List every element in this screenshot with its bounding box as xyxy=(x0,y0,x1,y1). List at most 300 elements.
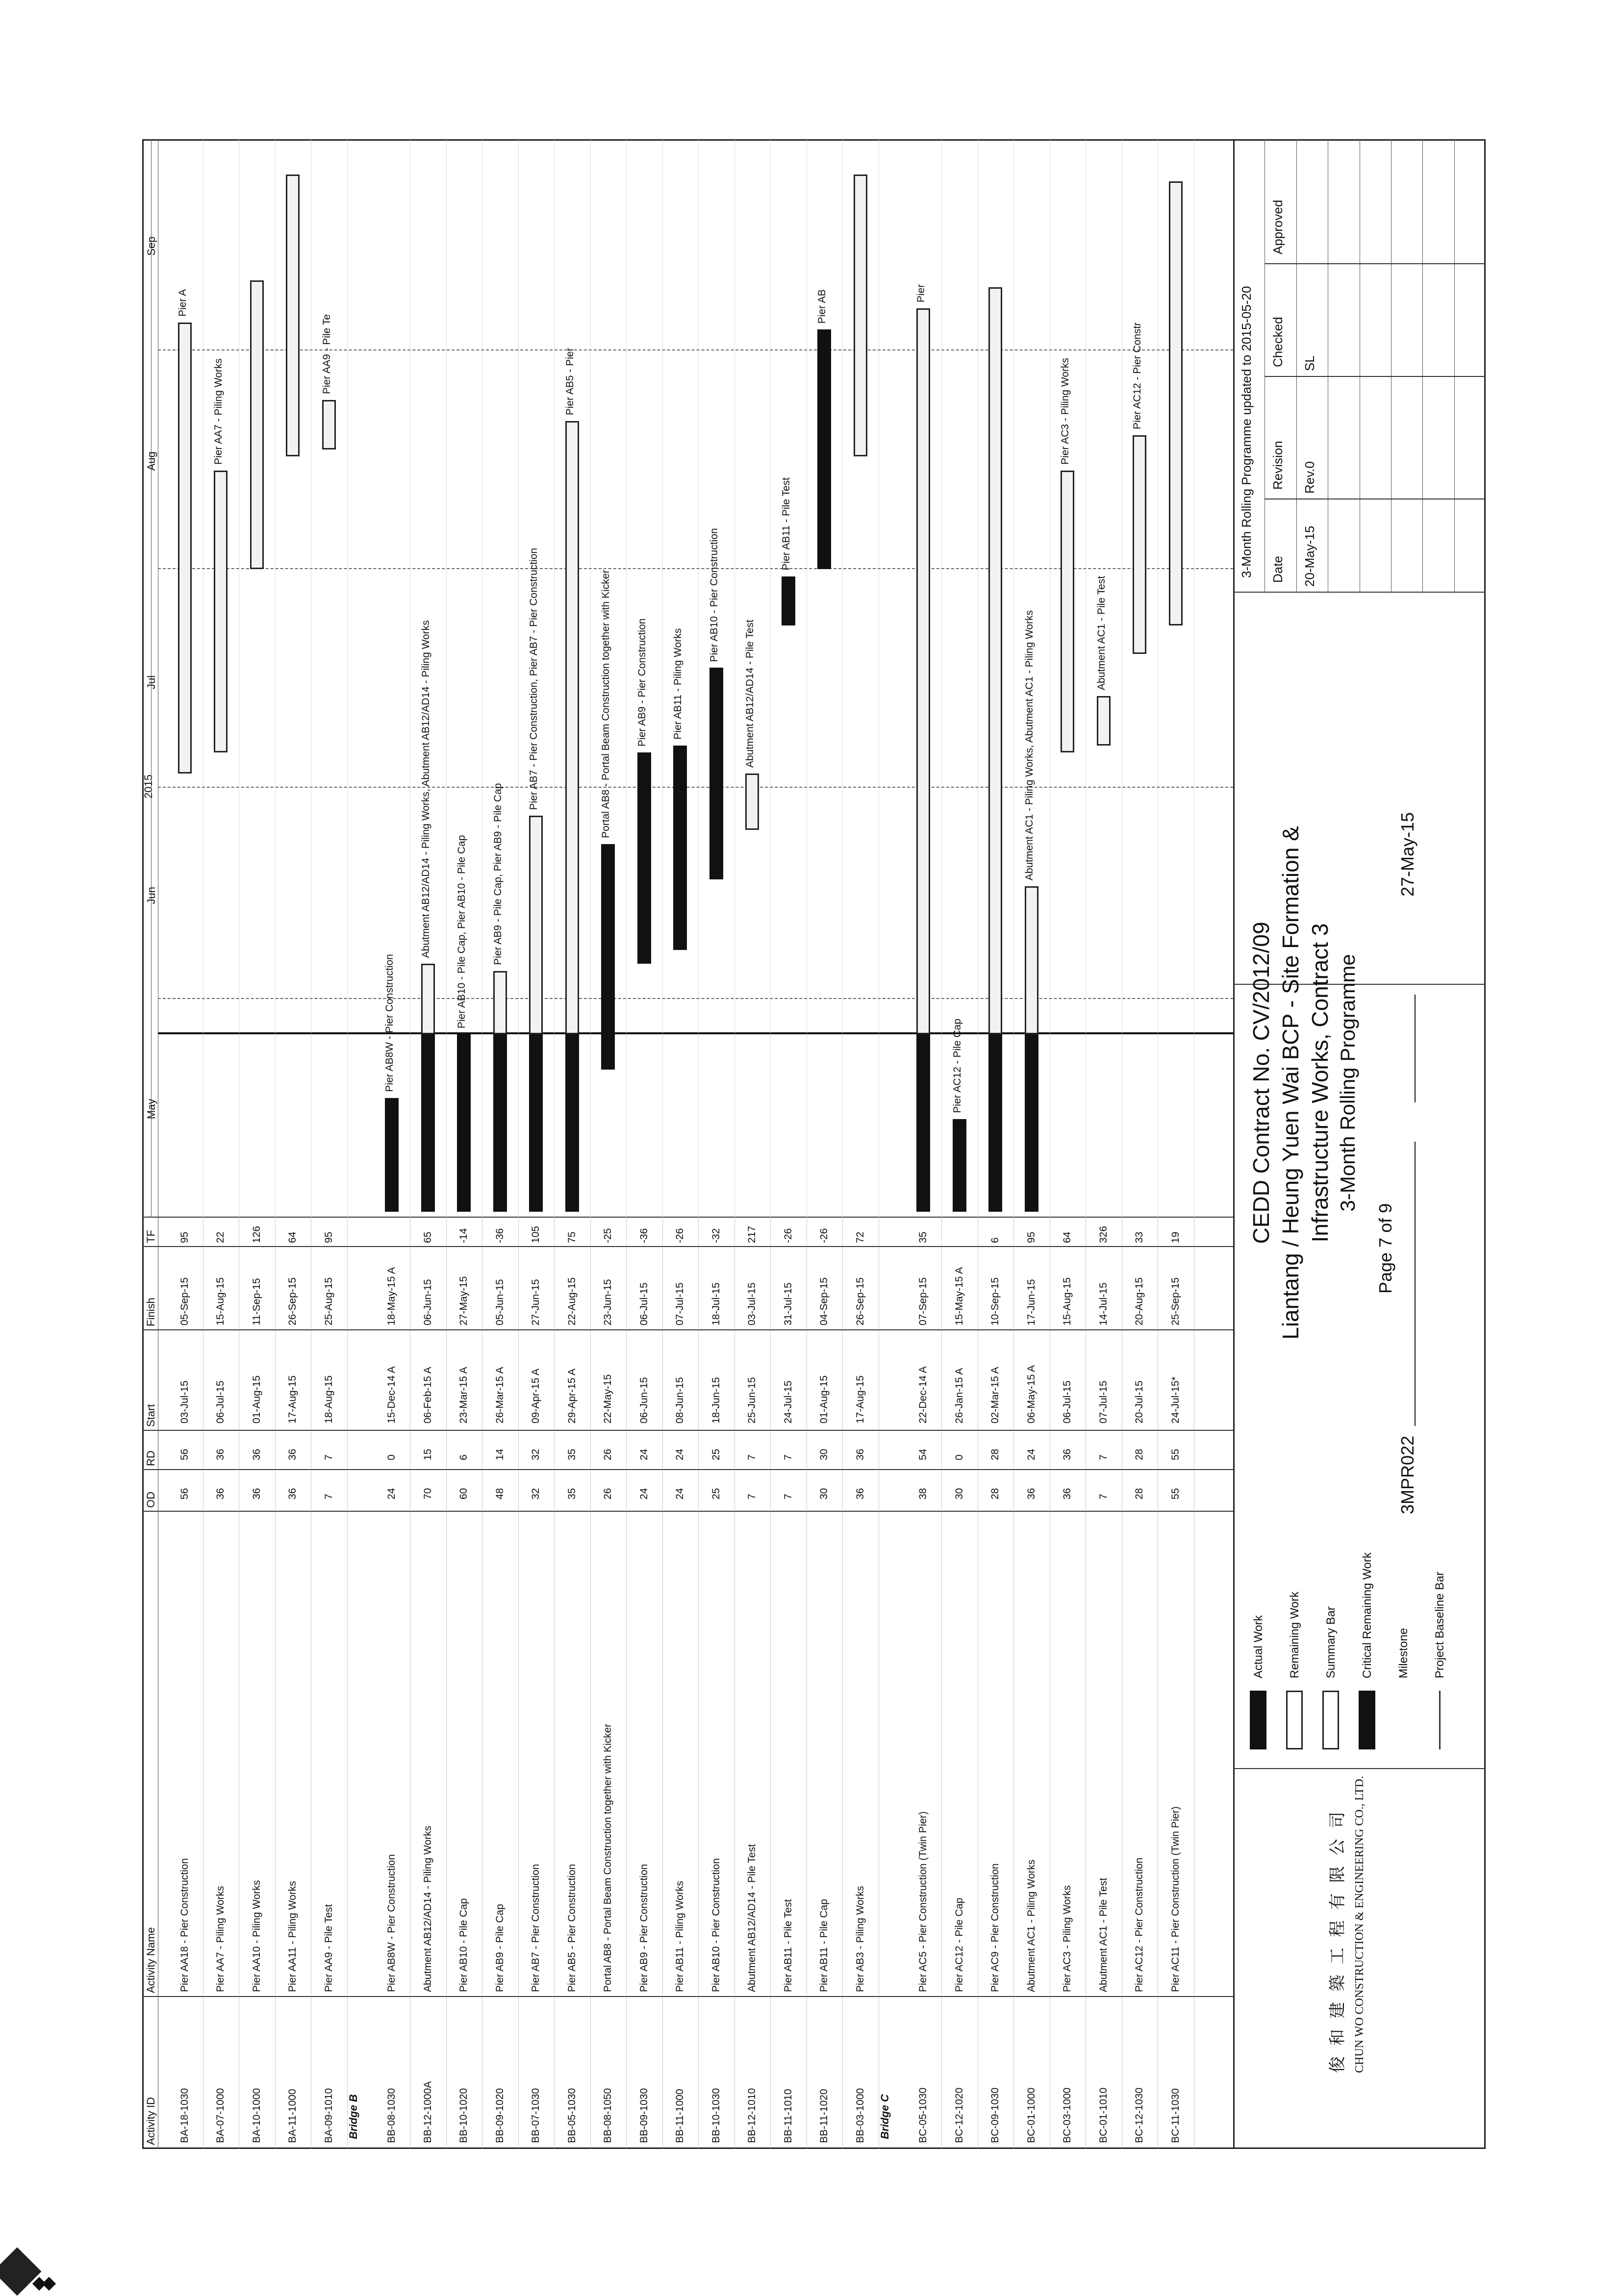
cell-id: BA-07-1000 xyxy=(215,2088,227,2143)
cell-name: Pier AB11 - Piling Works xyxy=(674,1881,686,1992)
cell-rd: 7 xyxy=(1097,1454,1109,1460)
legend-swatch-summary xyxy=(1322,1691,1339,1749)
cell-name: Pier AC12 - Pile Cap xyxy=(953,1897,965,1992)
date-underline xyxy=(1415,995,1416,1102)
revision-col-line xyxy=(1265,376,1486,377)
ref-underline xyxy=(1415,1142,1416,1426)
cell-finish: 27-May-15 xyxy=(458,1276,470,1325)
gantt-bar-label: Pier AA7 - Piling Works xyxy=(213,358,225,465)
column-header-tf: TF xyxy=(145,1230,157,1243)
cell-tf: 75 xyxy=(566,1231,578,1243)
cell-od: 36 xyxy=(1062,1488,1073,1499)
gantt-bar-remaining[interactable] xyxy=(322,400,336,449)
cell-tf: -26 xyxy=(782,1228,794,1243)
cell-finish: 26-Sep-15 xyxy=(287,1277,299,1325)
timeline-year: 2015 xyxy=(142,774,154,799)
cell-name: Pier AC5 - Pier Construction (Twin Pier) xyxy=(917,1811,929,1992)
gantt-bar-label: Pier AB8W - Pier Construction xyxy=(384,954,396,1092)
row-divider xyxy=(275,1218,276,2149)
gantt-bar-critical[interactable] xyxy=(637,752,651,964)
cell-od: 7 xyxy=(782,1494,794,1499)
company-name-cn: 俊 和 建 築 工 程 有 限 公 司 xyxy=(1328,1808,1347,2073)
cell-od: 24 xyxy=(674,1488,686,1499)
gantt-bar-remaining[interactable] xyxy=(250,280,264,570)
gantt-bar-critical[interactable] xyxy=(601,844,615,1070)
cell-finish: 27-Jun-15 xyxy=(530,1279,542,1325)
cell-finish: 18-Jul-15 xyxy=(710,1282,722,1325)
cell-finish: 25-Aug-15 xyxy=(323,1277,334,1325)
cell-od: 7 xyxy=(746,1494,758,1499)
row-divider xyxy=(698,1218,699,2149)
cell-rd: 56 xyxy=(178,1448,190,1460)
cell-rd: 24 xyxy=(638,1448,650,1460)
cell-finish: 18-May-15 A xyxy=(386,1267,398,1325)
cell-name: Abutment AB12/AD14 - Pile Test xyxy=(746,1844,758,1992)
column-header-finish: Finish xyxy=(145,1298,157,1326)
timeline-month-aug: Aug xyxy=(145,451,157,471)
cell-name: Pier AB11 - Pile Test xyxy=(782,1899,794,1992)
cell-tf: -14 xyxy=(458,1228,470,1243)
revision-row-line xyxy=(1296,139,1297,593)
cell-name: Pier AB7 - Pier Construction xyxy=(530,1864,542,1992)
cell-id: BA-10-1000 xyxy=(251,2088,262,2143)
cell-id: BC-11-1030 xyxy=(1169,2088,1181,2143)
cell-id: BC-09-1030 xyxy=(989,2087,1001,2143)
cell-tf: 33 xyxy=(1134,1231,1145,1243)
cell-start: 09-Apr-15 A xyxy=(530,1368,542,1423)
cell-od: 36 xyxy=(251,1488,262,1499)
gantt-bar-label: Pier AB11 - Pile Test xyxy=(780,477,792,571)
cell-finish: 06-Jul-15 xyxy=(638,1282,650,1325)
cell-id: BB-09-1020 xyxy=(494,2088,506,2143)
cell-rd: 55 xyxy=(1169,1448,1181,1460)
row-divider-gantt xyxy=(347,139,348,1218)
cell-tf: 326 xyxy=(1097,1225,1109,1243)
cell-tf: 95 xyxy=(323,1231,334,1243)
gantt-bar-actual[interactable] xyxy=(421,1034,435,1212)
cell-finish: 17-Jun-15 xyxy=(1025,1279,1037,1325)
cell-od: 32 xyxy=(530,1488,542,1499)
gantt-bar-actual[interactable] xyxy=(385,1098,399,1212)
row-divider xyxy=(662,1218,663,2149)
cell-od: 38 xyxy=(917,1488,929,1499)
gantt-bar-label: Pier A xyxy=(177,289,188,317)
gantt-bar-remaining[interactable] xyxy=(214,471,228,752)
cell-start: 18-Aug-15 xyxy=(323,1375,334,1423)
cell-name: Pier AB8W - Pier Construction xyxy=(386,1854,398,1992)
row-divider-gantt xyxy=(275,139,276,1218)
cell-id: BC-12-1020 xyxy=(953,2087,965,2143)
cell-tf: 6 xyxy=(989,1237,1001,1243)
gantt-bar-label: Pier AB xyxy=(816,289,828,324)
cell-start: 02-Mar-15 A xyxy=(989,1367,1001,1423)
cell-rd: 54 xyxy=(917,1448,929,1460)
cell-rd: 24 xyxy=(1025,1448,1037,1460)
gantt-bar-label: Pier AB10 - Pile Cap, Pier AB10 - Pile Cap xyxy=(456,835,468,1029)
gantt-bar-remaining[interactable] xyxy=(1169,181,1183,625)
cell-start: 18-Jun-15 xyxy=(710,1377,722,1423)
cell-start: 01-Aug-15 xyxy=(818,1375,830,1423)
gantt-bar-remaining[interactable] xyxy=(1061,471,1074,752)
gantt-bar-remaining[interactable] xyxy=(1097,696,1111,746)
row-divider-gantt xyxy=(446,139,447,1218)
cell-finish: 15-Aug-15 xyxy=(215,1277,227,1325)
revision-cell: 20-May-15 xyxy=(1302,525,1317,587)
column-header-id: Activity ID xyxy=(145,2097,157,2145)
cell-finish: 06-Jun-15 xyxy=(422,1279,433,1325)
cell-name: Pier AB5 - Pier Construction xyxy=(566,1864,578,1992)
row-divider xyxy=(554,1218,555,2149)
cell-rd: 36 xyxy=(215,1448,227,1460)
cell-tf: -36 xyxy=(494,1228,506,1243)
cell-od: 55 xyxy=(1169,1488,1181,1499)
cell-tf: 105 xyxy=(530,1225,542,1243)
cell-od: 30 xyxy=(818,1488,830,1499)
cell-finish: 31-Jul-15 xyxy=(782,1282,794,1325)
gantt-bar-label: Abutment AC1 - Pile Test xyxy=(1095,575,1107,690)
revision-col-line xyxy=(1265,263,1486,264)
row-divider xyxy=(1013,1218,1014,2149)
title-line2: Liantang / Heung Yuen Wai BCP - Site Formation & xyxy=(1278,826,1303,1340)
footer-divider-1 xyxy=(1233,1768,1486,1769)
cell-od: 30 xyxy=(953,1488,965,1499)
gantt-bar-critical[interactable] xyxy=(673,746,687,950)
cell-od: 25 xyxy=(710,1488,722,1499)
cell-od: 26 xyxy=(602,1488,614,1499)
cell-finish: 07-Jul-15 xyxy=(674,1282,686,1325)
column-divider-od xyxy=(142,1511,1233,1512)
gantt-bar-remaining[interactable] xyxy=(854,175,867,456)
gantt-bar-label: Pier AC3 - Piling Works xyxy=(1060,357,1071,465)
legend-label: Critical Remaining Work xyxy=(1361,1552,1374,1678)
legend-swatch-actual xyxy=(1250,1691,1266,1749)
row-divider-gantt xyxy=(1013,139,1014,1218)
cell-start: 20-Jul-15 xyxy=(1134,1380,1145,1423)
cell-id: BC-03-1000 xyxy=(1062,2087,1073,2143)
gantt-bar-label: Pier AC12 - Pile Cap xyxy=(951,1019,963,1113)
cell-start: 07-Jul-15 xyxy=(1097,1380,1109,1423)
legend-swatch-remaining xyxy=(1286,1691,1303,1749)
cell-name: Pier AC3 - Piling Works xyxy=(1062,1885,1073,1992)
cell-id: BA-11-1000 xyxy=(287,2089,299,2143)
cell-rd: 24 xyxy=(674,1448,686,1460)
gantt-bar-label: Pier AA9 - Pile Te xyxy=(321,314,332,395)
cell-rd: 6 xyxy=(458,1454,470,1460)
cell-start: 06-May-15 A xyxy=(1025,1365,1037,1423)
page-number: Page 7 of 9 xyxy=(1375,1203,1395,1294)
column-divider-rd xyxy=(142,1469,1233,1470)
gantt-bar-remaining[interactable] xyxy=(1133,435,1146,654)
cell-finish: 22-Aug-15 xyxy=(566,1277,578,1325)
legend-label: Milestone xyxy=(1397,1628,1410,1678)
cell-id: BB-09-1030 xyxy=(638,2088,650,2143)
gantt-bar-actual[interactable] xyxy=(565,1034,579,1212)
cell-start: 06-Jul-15 xyxy=(215,1380,227,1423)
cell-od: 36 xyxy=(287,1488,299,1499)
cell-id: BB-08-1030 xyxy=(386,2088,398,2143)
cell-finish: 04-Sep-15 xyxy=(818,1277,830,1325)
cell-start: 17-Aug-15 xyxy=(287,1375,299,1423)
column-header-rd: RD xyxy=(145,1450,157,1466)
cell-name: Pier AB3 - Piling Works xyxy=(854,1886,866,1992)
gantt-bar-critical[interactable] xyxy=(782,576,795,626)
cell-start: 17-Aug-15 xyxy=(854,1375,866,1423)
company-name-en: CHUN WO CONSTRUCTION & ENGINEERING CO., LTD. xyxy=(1353,1776,1366,2073)
cell-od: 36 xyxy=(1025,1488,1037,1499)
cell-od: 35 xyxy=(566,1488,578,1499)
cell-od: 56 xyxy=(178,1488,190,1499)
row-divider-gantt xyxy=(590,139,591,1218)
legend-label: Summary Bar xyxy=(1324,1606,1338,1678)
gantt-bar-remaining[interactable] xyxy=(421,964,435,1034)
gantt-bar-label: Abutment AC1 - Piling Works, Abutment AC1 - Piling Works xyxy=(1023,610,1035,881)
cell-rd: 0 xyxy=(953,1454,965,1460)
gantt-bar-actual[interactable] xyxy=(953,1119,966,1212)
month-gridline-jun xyxy=(158,998,1233,999)
cell-name: Pier AA10 - Piling Works xyxy=(251,1880,262,1992)
row-divider xyxy=(842,1218,843,2149)
cell-od: 28 xyxy=(1134,1488,1145,1499)
cell-od: 24 xyxy=(638,1488,650,1499)
cell-name: Pier AA11 - Piling Works xyxy=(287,1881,299,1992)
gantt-bar-label: Pier AB9 - Pile Cap, Pier AB9 - Pile Cap xyxy=(492,783,504,965)
revision-heading: 3-Month Rolling Programme updated to 2015-05-20 xyxy=(1239,286,1254,578)
column-header-start: Start xyxy=(145,1404,157,1427)
cell-tf: 95 xyxy=(1025,1231,1037,1243)
cell-finish: 11-Sep-15 xyxy=(251,1278,262,1325)
cell-finish: 14-Jul-15 xyxy=(1097,1282,1109,1325)
cell-finish: 20-Aug-15 xyxy=(1134,1277,1145,1325)
gantt-bar-remaining[interactable] xyxy=(1025,886,1038,1034)
cell-tf: 35 xyxy=(917,1231,929,1243)
cell-finish: 26-Sep-15 xyxy=(854,1277,866,1325)
cell-start: 24-Jul-15 xyxy=(782,1380,794,1423)
cell-name: Pier AA7 - Piling Works xyxy=(215,1886,227,1992)
cell-name: Pier AB11 - Pile Cap xyxy=(818,1899,830,1992)
cell-start: 26-Jan-15 A xyxy=(953,1368,965,1423)
gantt-bar-actual[interactable] xyxy=(988,1034,1002,1212)
gantt-bar-critical[interactable] xyxy=(817,329,831,569)
revision-header: Checked xyxy=(1270,317,1286,367)
revision-header: Revision xyxy=(1270,441,1286,490)
gantt-bar-actual[interactable] xyxy=(493,1034,507,1212)
cell-od: 48 xyxy=(494,1488,506,1499)
legend-swatch-critical xyxy=(1359,1691,1375,1749)
cell-finish: 15-May-15 A xyxy=(953,1267,965,1325)
gantt-bar-remaining[interactable] xyxy=(988,287,1002,1034)
cell-od: 28 xyxy=(989,1488,1001,1499)
column-divider-start xyxy=(142,1430,1233,1431)
gantt-bar-remaining[interactable] xyxy=(745,774,759,830)
footer-rule xyxy=(1233,139,1235,2149)
cell-finish: 03-Jul-15 xyxy=(746,1282,758,1325)
gantt-bar-label: Pier xyxy=(915,284,927,303)
gantt-bar-label: Portal AB8 - Portal Beam Construction together with Kicker xyxy=(600,570,612,838)
cell-id: BA-18-1030 xyxy=(178,2088,190,2143)
cell-tf: -25 xyxy=(602,1228,614,1243)
title-line1: CEDD Contract No. CV/2012/09 xyxy=(1248,922,1274,1244)
cell-name: Pier AC11 - Pier Construction (Twin Pier) xyxy=(1169,1806,1181,1992)
gantt-bar-actual[interactable] xyxy=(457,1034,471,1212)
cell-rd: 36 xyxy=(1062,1448,1073,1460)
cell-start: 23-Mar-15 A xyxy=(458,1367,470,1423)
cell-rd: 7 xyxy=(323,1454,334,1460)
cell-od: 7 xyxy=(1097,1494,1109,1499)
row-divider xyxy=(446,1218,447,2149)
cell-tf: 72 xyxy=(854,1231,866,1243)
row-divider xyxy=(941,1218,942,2149)
group-header: Bridge C xyxy=(878,2094,891,2139)
month-gridline-sep xyxy=(158,349,1233,350)
cell-start: 25-Jun-15 xyxy=(746,1377,758,1423)
gantt-bar-label: Pier AC12 - Pier Constr xyxy=(1132,322,1143,429)
cell-id: BB-10-1030 xyxy=(710,2088,722,2143)
timeline-month-may: May xyxy=(145,1098,157,1120)
cell-tf: 126 xyxy=(251,1225,262,1243)
cell-tf: 64 xyxy=(287,1231,299,1243)
cell-id: BB-10-1020 xyxy=(458,2088,470,2143)
cell-name: Pier AA9 - Pile Test xyxy=(323,1904,334,1992)
cell-id: BB-05-1030 xyxy=(566,2088,578,2143)
row-divider xyxy=(734,1218,735,2149)
gantt-bar-label: Abutment AB12/AD14 - Piling Works, Abutment AB12/AD14 - Piling Works xyxy=(420,620,431,958)
row-divider xyxy=(626,1218,627,2149)
cell-tf: -36 xyxy=(638,1228,650,1243)
timeline-month-sep: Sep xyxy=(145,236,157,256)
row-divider-gantt xyxy=(770,139,771,1218)
row-divider-gantt xyxy=(626,139,627,1218)
cell-finish: 15-Aug-15 xyxy=(1062,1277,1073,1325)
cell-id: BB-07-1030 xyxy=(530,2088,542,2143)
cell-od: 36 xyxy=(215,1488,227,1499)
cell-rd: 35 xyxy=(566,1448,578,1460)
row-divider-gantt xyxy=(554,139,555,1218)
cell-finish: 23-Jun-15 xyxy=(602,1279,614,1325)
row-divider xyxy=(347,1218,348,2149)
gantt-bar-remaining[interactable] xyxy=(493,971,507,1034)
cell-finish: 05-Jun-15 xyxy=(494,1279,506,1325)
revision-cell: Rev.0 xyxy=(1302,461,1317,494)
cell-od: 7 xyxy=(323,1494,334,1499)
data-date-line xyxy=(158,1032,1233,1034)
cell-start: 08-Jun-15 xyxy=(674,1377,686,1423)
cell-rd: 14 xyxy=(494,1448,506,1460)
row-divider-gantt xyxy=(518,139,519,1218)
cell-start: 26-Mar-15 A xyxy=(494,1367,506,1423)
row-divider-gantt xyxy=(941,139,942,1218)
row-divider xyxy=(518,1218,519,2149)
cell-id: BC-12-1030 xyxy=(1134,2087,1145,2143)
cell-name: Pier AB10 - Pier Construction xyxy=(710,1858,722,1992)
legend-label: Project Baseline Bar xyxy=(1433,1572,1446,1678)
cell-rd: 30 xyxy=(818,1448,830,1460)
cell-id: BB-03-1000 xyxy=(854,2088,866,2143)
revision-cell: SL xyxy=(1302,355,1317,371)
cell-name: Abutment AB12/AD14 - Piling Works xyxy=(422,1825,433,1992)
cell-name: Pier AB9 - Pile Cap xyxy=(494,1904,506,1992)
cell-id: BB-11-1010 xyxy=(782,2089,794,2143)
gantt-bar-remaining[interactable] xyxy=(529,816,543,1034)
cell-rd: 15 xyxy=(422,1448,433,1460)
row-divider xyxy=(590,1218,591,2149)
cell-rd: 26 xyxy=(602,1448,614,1460)
gantt-bar-actual[interactable] xyxy=(916,1034,930,1212)
cell-rd: 28 xyxy=(1134,1448,1145,1460)
cell-finish: 25-Sep-15 xyxy=(1169,1277,1181,1325)
cell-rd: 25 xyxy=(710,1448,722,1460)
cell-id: BB-08-1050 xyxy=(602,2088,614,2143)
cell-name: Pier AB10 - Pile Cap xyxy=(458,1898,470,1992)
revision-row-line xyxy=(1422,139,1423,593)
cell-tf: 19 xyxy=(1169,1231,1181,1243)
gantt-bar-remaining[interactable] xyxy=(916,308,930,1034)
gantt-bar-critical[interactable] xyxy=(709,668,723,879)
gantt-bar-remaining[interactable] xyxy=(178,323,192,774)
cell-id: BC-01-1000 xyxy=(1025,2087,1037,2143)
row-divider-gantt xyxy=(698,139,699,1218)
cell-name: Pier AA18 - Pier Construction xyxy=(178,1858,190,1992)
cell-name: Abutment AC1 - Piling Works xyxy=(1025,1859,1037,1992)
title-line4: 3-Month Rolling Programme xyxy=(1336,954,1359,1212)
gantt-bar-remaining[interactable] xyxy=(286,175,300,456)
column-header-od: OD xyxy=(145,1492,157,1508)
legend-label: Actual Work xyxy=(1252,1615,1265,1678)
cell-tf: 217 xyxy=(746,1225,758,1243)
cell-start: 06-Jul-15 xyxy=(1062,1380,1073,1423)
cell-rd: 36 xyxy=(251,1448,262,1460)
gantt-bar-remaining[interactable] xyxy=(565,421,579,1034)
revision-header: Approved xyxy=(1270,200,1286,254)
cell-tf: 22 xyxy=(215,1231,227,1243)
cell-finish: 07-Sep-15 xyxy=(917,1277,929,1325)
timeline-month-jul: Jul xyxy=(145,675,157,689)
column-divider-tf xyxy=(142,1246,1233,1247)
cell-start: 29-Apr-15 A xyxy=(566,1368,578,1423)
gantt-bar-label: Pier AB10 - Pier Construction xyxy=(708,528,720,662)
cell-rd: 32 xyxy=(530,1448,542,1460)
column-divider-name xyxy=(142,1996,1233,1997)
cell-name: Abutment AC1 - Pile Test xyxy=(1097,1877,1109,1992)
cell-od: 70 xyxy=(422,1488,433,1499)
month-gridline-jul xyxy=(158,787,1233,788)
cell-start: 22-May-15 xyxy=(602,1374,614,1423)
cell-start: 15-Dec-14 A xyxy=(386,1366,398,1423)
cell-rd: 7 xyxy=(746,1454,758,1460)
cell-tf: -26 xyxy=(674,1228,686,1243)
cell-name: Pier AC9 - Pier Construction xyxy=(989,1863,1001,1992)
row-divider-gantt xyxy=(842,139,843,1218)
title-line3: Infrastructure Works, Contract 3 xyxy=(1307,923,1333,1243)
column-divider-finish xyxy=(142,1329,1233,1330)
group-header: Bridge B xyxy=(347,2094,359,2139)
gantt-bar-label: Abutment AB12/AD14 - Pile Test xyxy=(744,620,756,768)
cell-tf: 95 xyxy=(178,1231,190,1243)
gantt-bar-actual[interactable] xyxy=(529,1034,543,1212)
cell-rd: 0 xyxy=(386,1454,398,1460)
cell-name: Pier AC12 - Pier Construction xyxy=(1134,1857,1145,1992)
column-divider-gantt xyxy=(142,1217,1233,1218)
cell-tf: -32 xyxy=(710,1228,722,1243)
cell-tf: 65 xyxy=(422,1231,433,1243)
timeline-month-jun: Jun xyxy=(145,887,157,904)
cell-id: BC-05-1030 xyxy=(917,2087,929,2143)
cell-tf: -26 xyxy=(818,1228,830,1243)
cell-od: 36 xyxy=(854,1488,866,1499)
row-divider-gantt xyxy=(734,139,735,1218)
gantt-bar-actual[interactable] xyxy=(1025,1034,1038,1212)
gantt-bar-label: Pier AB9 - Pier Construction xyxy=(636,618,648,747)
drawing-ref: 3MPR022 xyxy=(1397,1435,1417,1514)
